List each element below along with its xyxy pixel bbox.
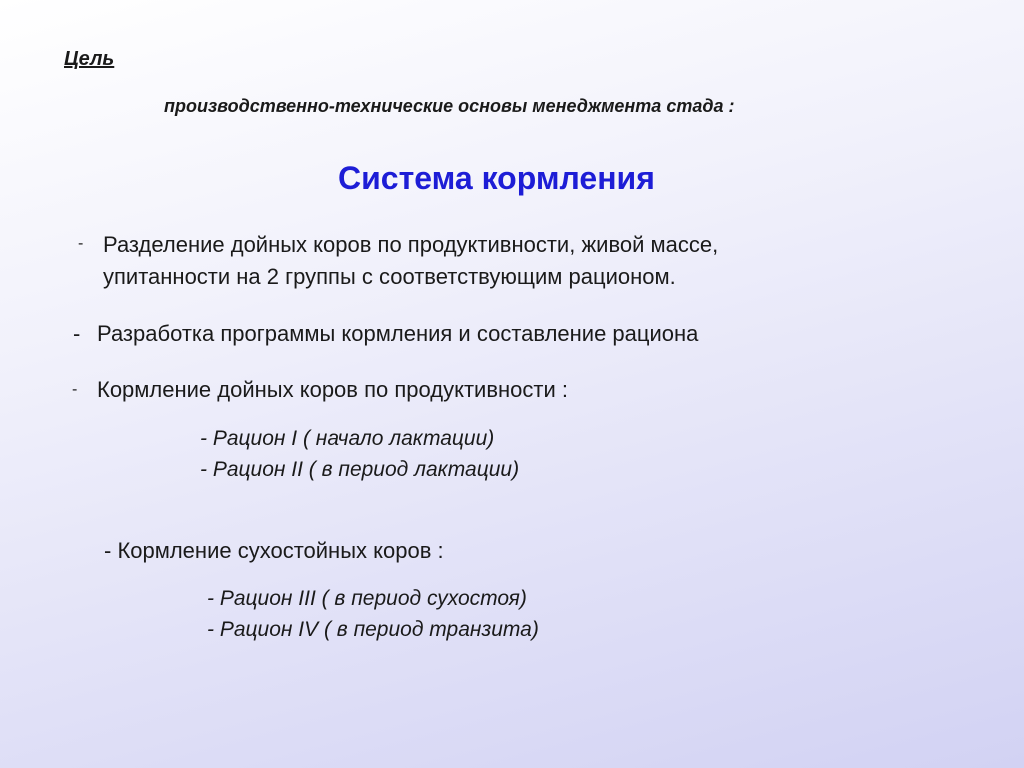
ration-item: - Рацион IV ( в период транзита) — [207, 618, 539, 641]
bullet-marker: - — [72, 381, 78, 398]
bullet-3-text: Кормление дойных коров по продуктивности : — [97, 377, 568, 402]
slide-title: Система кормления — [338, 160, 655, 196]
bullet-2-text: Разработка программы кормления и составление рациона — [97, 321, 699, 346]
goal-label: Цель — [64, 48, 115, 70]
bullet-1-line-2: упитанности на 2 группы с соответствующим рационом. — [103, 264, 676, 289]
ration-item: - Рацион I ( начало лактации) — [200, 427, 495, 450]
bullet-1-line-1: Разделение дойных коров по продуктивности, живой массе, — [103, 232, 719, 257]
ration-item: - Рацион II ( в период лактации) — [200, 458, 520, 481]
bullet-4-text: - Кормление сухостойных коров : — [104, 538, 444, 563]
bullet-marker: - — [73, 321, 81, 346]
bullet-marker: - — [78, 235, 84, 252]
slide-subtitle: производственно-технические основы менеджмента стада : — [164, 96, 735, 116]
ration-item: - Рацион III ( в период сухостоя) — [207, 587, 527, 610]
